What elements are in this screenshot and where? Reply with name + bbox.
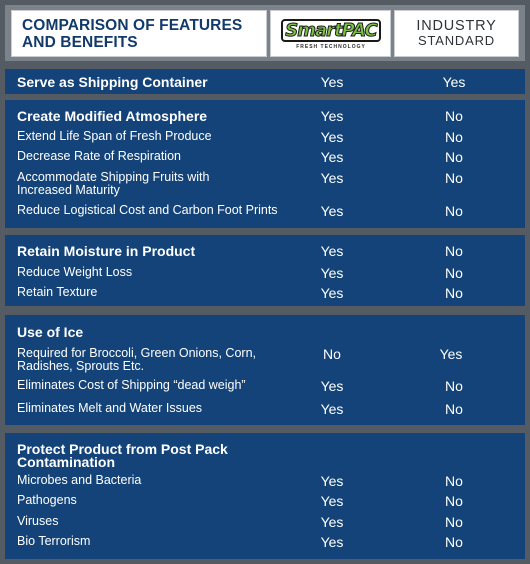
row-label: Extend Life Span of Fresh Produce	[17, 129, 212, 143]
row-label-line-2: Contamination	[17, 454, 115, 470]
section-modified-atmosphere	[5, 100, 525, 228]
smartpac-value: Yes	[320, 243, 344, 259]
industry-value: No	[445, 243, 463, 259]
smartpac-logo	[270, 10, 391, 57]
smartpac-value: Yes	[320, 108, 344, 124]
industry-value: No	[445, 129, 463, 145]
row-label-line-2: Increased Maturity	[17, 183, 120, 197]
industry-value: No	[445, 265, 463, 281]
smartpac-value: Yes	[320, 493, 344, 509]
smartpac-value: Yes	[320, 473, 344, 489]
industry-value: No	[445, 378, 463, 394]
industry-value: Yes	[442, 74, 466, 90]
smartpac-value: Yes	[320, 401, 344, 417]
smartpac-value: Yes	[320, 378, 344, 394]
comparison-header	[5, 5, 525, 61]
row-label: Create Modified Atmosphere	[17, 108, 208, 124]
smartpac-logo-text: SmartPAC	[285, 19, 377, 41]
row-label: Reduce Logistical Cost and Carbon Foot Prints	[17, 203, 278, 217]
section-retain-moisture	[5, 235, 525, 306]
row-label: Retain Texture	[17, 285, 98, 299]
page-title-line-2: AND BENEFITS	[22, 34, 138, 51]
row-label: Eliminates Cost of Shipping “dead weigh”	[17, 378, 246, 392]
section-post-pack-contamination	[5, 433, 525, 559]
row-label: Serve as Shipping Container	[17, 74, 208, 90]
smartpac-value: No	[323, 346, 341, 362]
row-label: Eliminates Melt and Water Issues	[17, 401, 203, 415]
industry-value: No	[445, 473, 463, 489]
title-box	[11, 10, 267, 57]
row-label: Use of Ice	[17, 324, 84, 340]
row-label-line-2: Radishes, Sprouts Etc.	[17, 359, 145, 373]
smartpac-logo-tagline: FRESH TECHNOLOGY	[296, 44, 366, 50]
industry-value: No	[445, 285, 463, 301]
row-label: Bio Terrorism	[17, 534, 91, 548]
row-label: Microbes and Bacteria	[17, 473, 142, 487]
smartpac-value: Yes	[320, 265, 344, 281]
industry-standard-header	[394, 10, 519, 57]
row-label-line-1: Protect Product from Post Pack	[17, 441, 228, 457]
industry-value: No	[445, 401, 463, 417]
smartpac-logo-wordmark	[281, 19, 381, 42]
industry-header-line-1: INDUSTRY	[416, 18, 497, 34]
smartpac-value: Yes	[320, 285, 344, 301]
industry-value: No	[445, 170, 463, 186]
row-label-line-1: Required for Broccoli, Green Onions, Corn,	[17, 346, 256, 360]
industry-value: No	[445, 534, 463, 550]
row-label: Reduce Weight Loss	[17, 265, 133, 279]
row-label: Retain Moisture in Product	[17, 243, 196, 259]
smartpac-value: Yes	[320, 74, 344, 90]
industry-value: No	[445, 493, 463, 509]
industry-header-line-2: STANDARD	[418, 33, 495, 48]
smartpac-value: Yes	[320, 170, 344, 186]
row-label: Pathogens	[17, 493, 77, 507]
industry-value: Yes	[439, 346, 463, 362]
industry-value: No	[445, 514, 463, 530]
section-shipping-container	[5, 69, 525, 94]
smartpac-value: Yes	[320, 514, 344, 530]
section-use-of-ice	[5, 315, 525, 425]
row-label: Viruses	[17, 514, 59, 528]
smartpac-value: Yes	[320, 149, 344, 165]
industry-value: No	[445, 108, 463, 124]
industry-value: No	[445, 149, 463, 165]
smartpac-value: Yes	[320, 534, 344, 550]
row-label: Decrease Rate of Respiration	[17, 149, 181, 163]
row-label-line-1: Accommodate Shipping Fruits with	[17, 170, 210, 184]
smartpac-value: Yes	[320, 203, 344, 219]
smartpac-value: Yes	[320, 129, 344, 145]
page-title-line-1: COMPARISON OF FEATURES	[22, 17, 243, 34]
industry-value: No	[445, 203, 463, 219]
